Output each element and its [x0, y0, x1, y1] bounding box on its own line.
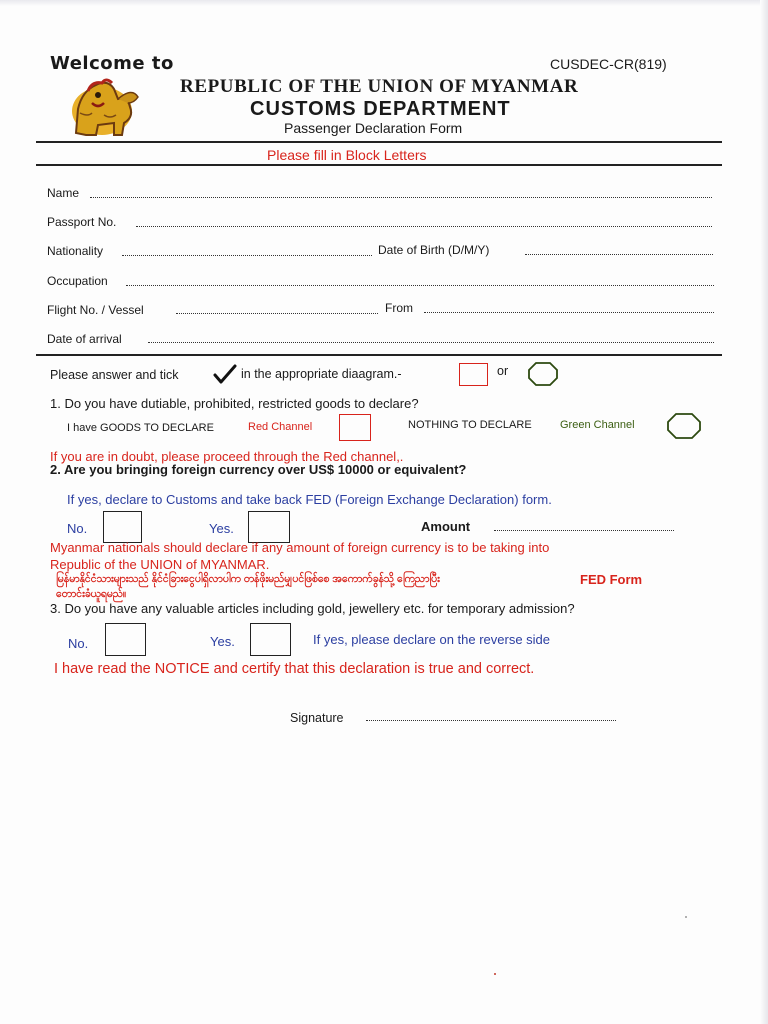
welcome-text: Welcome to [50, 53, 174, 74]
goods-to-declare-label: I have GOODS TO DECLARE [67, 422, 214, 434]
flight-field[interactable] [176, 313, 378, 314]
arrival-field[interactable] [148, 342, 714, 343]
scan-speck [494, 973, 496, 975]
signature-field[interactable] [366, 720, 616, 721]
divider [36, 164, 722, 166]
occupation-label: Occupation [47, 274, 108, 288]
nationality-label: Nationality [47, 244, 104, 258]
form-code: CUSDEC-CR(819) [550, 56, 667, 72]
burmese-note-2: တောင်းခံယူရမည်။ [56, 588, 127, 600]
burmese-note-1: မြန်မာနိုင်ငံသားများသည် နိုင်ငံခြားငွေပါရှိလာပါက တန်ဖိုးမည်မျှပင်ဖြစ်စေ အကောက်ခွန်သို့ ကြေညာပြီး [56, 573, 440, 585]
q2-no-checkbox[interactable] [103, 511, 142, 543]
q3-yes-label: Yes. [210, 634, 235, 649]
checkmark-icon [213, 364, 237, 384]
fed-instruction: If yes, declare to Customs and take back FED (Foreign Exchange Declaration) form. [67, 492, 552, 507]
q3-question: 3. Do you have any valuable articles including gold, jewellery etc. for temporary admission? [50, 601, 575, 616]
from-label: From [385, 301, 413, 315]
arrival-label: Date of arrival [47, 332, 122, 346]
name-label: Name [47, 186, 80, 200]
red-square-legend [459, 363, 488, 386]
divider [36, 354, 722, 356]
or-text: or [497, 364, 509, 378]
green-channel-label: Green Channel [560, 419, 635, 431]
country-title: REPUBLIC OF THE UNION OF MYANMAR [180, 76, 579, 97]
nothing-to-declare-label: NOTHING TO DECLARE [408, 419, 532, 431]
scan-speck [685, 916, 687, 918]
nationals-note-1: Myanmar nationals should declare if any amount of foreign currency is to be taking into [50, 540, 550, 555]
passport-field[interactable] [136, 226, 712, 227]
name-field[interactable] [90, 197, 712, 198]
scan-edge [760, 0, 768, 1024]
red-channel-label: Red Channel [248, 421, 313, 433]
occupation-field[interactable] [126, 285, 714, 286]
fed-form-label: FED Form [580, 572, 643, 587]
from-field[interactable] [424, 312, 714, 313]
doubt-note: If you are in doubt, please proceed through the Red channel,. [50, 449, 404, 464]
q3-yes-checkbox[interactable] [250, 623, 291, 656]
q2-yes-checkbox[interactable] [248, 511, 290, 543]
red-channel-checkbox[interactable] [339, 414, 371, 441]
q2-no-label: No. [67, 521, 88, 536]
scan-edge [0, 0, 768, 6]
q2-yes-label: Yes. [209, 521, 234, 536]
dob-label: Date of Birth (D/M/Y) [378, 243, 490, 257]
q3-no-checkbox[interactable] [105, 623, 146, 656]
flight-label: Flight No. / Vessel [47, 303, 144, 317]
signature-label: Signature [290, 711, 344, 725]
q1-question: 1. Do you have dutiable, prohibited, restricted goods to declare? [50, 396, 419, 411]
green-channel-checkbox[interactable] [666, 412, 702, 440]
green-octagon-legend [527, 361, 559, 387]
divider [36, 141, 722, 143]
chinthe-emblem-icon [58, 73, 144, 143]
department-title: CUSTOMS DEPARTMENT [250, 98, 511, 120]
amount-label: Amount [421, 519, 471, 534]
passport-label: Passport No. [47, 215, 117, 229]
tick-instruction-text-2: in the appropriate diaagram.- [241, 367, 402, 381]
reverse-side-note: If yes, please declare on the reverse side [313, 632, 551, 647]
dob-field[interactable] [525, 254, 713, 255]
q2-question: 2. Are you bringing foreign currency over US$ 10000 or equivalent? [50, 462, 467, 477]
block-letters-instruction: Please fill in Block Letters [267, 147, 427, 163]
nationality-field[interactable] [122, 255, 372, 256]
certification-statement: I have read the NOTICE and certify that this declaration is true and correct. [54, 661, 535, 677]
tick-instruction-text: Please answer and tick [50, 368, 179, 382]
q3-no-label: No. [68, 636, 89, 651]
amount-field[interactable] [494, 530, 674, 531]
form-title: Passenger Declaration Form [284, 120, 463, 136]
nationals-note-2: Republic of the UNION of MYANMAR. [50, 557, 270, 572]
